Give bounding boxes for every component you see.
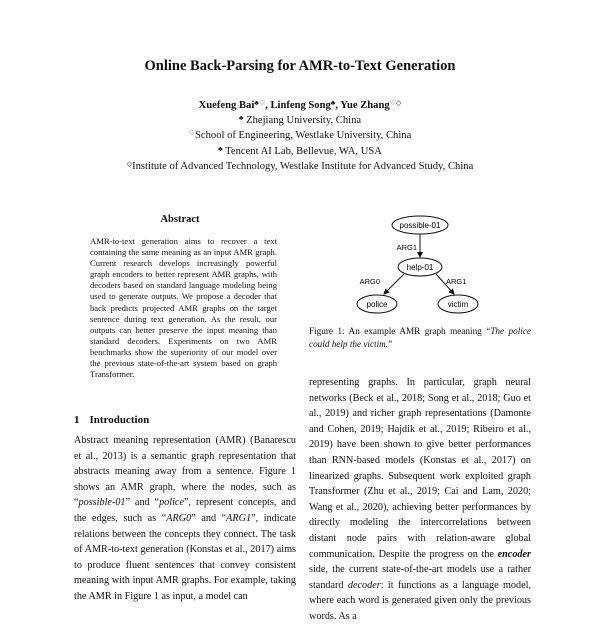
author-3-mark: ♡◇ <box>389 99 402 107</box>
affiliation-4-text: Institute of Advanced Technology, Westlake Institute for Advanced Study, China <box>132 160 474 172</box>
affiliation-2 <box>0 128 600 143</box>
right-text-3: : it functions as a language model, where each word is generated given only the previous words. As a <box>309 579 531 622</box>
affiliation-2-mark: ♡ <box>188 129 195 138</box>
right-emph-decoder: decoder <box>347 579 381 591</box>
intro-text-1: Abstract meaning representation (AMR) (Banarescu et al., 2013) is a semantic graph representation that abstracts meaning away from a sentence. Figure 1 shows an AMR graph, where the nodes, such as “ <box>74 435 296 509</box>
affiliation-4 <box>0 159 600 174</box>
caption-italic: The police could help the victim. <box>309 326 532 349</box>
figure-caption <box>309 325 531 351</box>
affiliation-1-text: Zhejiang University, China <box>246 115 362 127</box>
paper-title: Online Back-Parsing for AMR-to-Text Generation <box>144 58 456 74</box>
author-names: Xuefeng Bai♣♡, Linfeng Song♣, Yue Zhang♡◇ <box>198 99 402 111</box>
author-2: Linfeng Song <box>270 100 331 111</box>
caption-text: Figure 1: An example AMR graph meaning “ <box>309 326 491 336</box>
edge-label-3: ARG1 <box>446 277 467 286</box>
intro-text-4: ” and “ <box>191 512 227 524</box>
author-3: Yue Zhang <box>340 100 390 111</box>
section-title: Introduction <box>89 414 150 426</box>
edge-mid-left <box>384 274 404 294</box>
intro-italic-4: ARG1 <box>226 512 252 524</box>
affiliation-3-mark: ♣ <box>218 144 223 153</box>
edge-label-2: ARG0 <box>359 277 380 286</box>
intro-italic-1: possible-01 <box>78 497 126 509</box>
node-left-label: police <box>366 300 388 309</box>
amr-graph-figure <box>340 210 500 320</box>
author-block <box>0 98 600 174</box>
section-number: 1 <box>74 414 80 426</box>
node-right-label: victim <box>447 300 469 309</box>
intro-text-3: ”, represent concepts, and the edges, such as “ <box>74 497 296 524</box>
affiliation-2-text: School of Engineering, Westlake University, China <box>195 130 412 142</box>
node-root-label: possible-01 <box>399 221 441 230</box>
author-1-mark: ♣♡ <box>254 99 266 107</box>
intro-italic-2: police <box>159 497 184 509</box>
right-text-1: representing graphs. In particular, graph neural networks (Beck et al., 2018; Song et al., 2018; Guo et al., 2019) and richer graph representations (Damonte and Cohen, 2019; Hajdik et al., 2019; Ribeiro et al., 2019) have been shown to give better performances than RNN-based models (Konstas et al., 2017) on linearized graphs. Subsequent work exploited graph Transformer (Zhu et al., 2019; Cai and Lam, 2020; Wang et al., 2020), achieving better performances by directly modeling the intercorrelations between distant node pairs with relation-aware global communication. Despite the progress on the <box>309 377 531 560</box>
abstract-text: AMR-to-text generation aims to recover a text containing the same meaning as an input AMR graph. Current research develops increasingly powerful graph encoders to better represent AMR graphs, with decoders based on standard language modeling being used to generate outputs. We propose a decoder that back predicts projected AMR graphs on the target sentence during text generation. As the result, our outputs can better preserve the input meaning than standard decoders. Experiments on two AMR benchmarks show the superiority of our model over the previous state-of-the-art system based on graph Transformer. <box>90 236 277 380</box>
author-1: Xuefeng Bai <box>198 100 255 111</box>
right-text-2: side, the current state-of-the-art models use a rather standard <box>309 564 531 591</box>
intro-italic-3: ARG0 <box>166 512 192 524</box>
author-2-mark: ♣ <box>330 99 336 107</box>
affiliation-1-mark: ♣ <box>238 114 244 123</box>
affiliation-1 <box>0 113 600 128</box>
caption-end: ” <box>388 339 393 349</box>
intro-right-column <box>309 375 531 625</box>
intro-text-2: ” and “ <box>125 497 160 509</box>
affiliation-3-text: Tencent AI Lab, Bellevue, WA, USA <box>225 145 382 157</box>
node-mid-label: help-01 <box>406 263 434 272</box>
right-emph-encoder: encoder <box>497 548 531 560</box>
edge-label-1: ARG1 <box>396 243 417 252</box>
affiliation-3 <box>0 144 600 159</box>
abstract-heading: Abstract <box>160 214 200 225</box>
affiliation-4-mark: ◇ <box>126 159 133 168</box>
intro-text-5: ”, indicate relations between the concepts they connect. The task of AMR-to-text generation (Konstas et al., 2017) aims to produce fluent sentences that convey consistent meaning with input AMR graphs. For example, taking the AMR in Figure 1 as input, a model can <box>74 512 296 602</box>
section-heading <box>74 414 149 426</box>
intro-left-column <box>74 433 296 605</box>
